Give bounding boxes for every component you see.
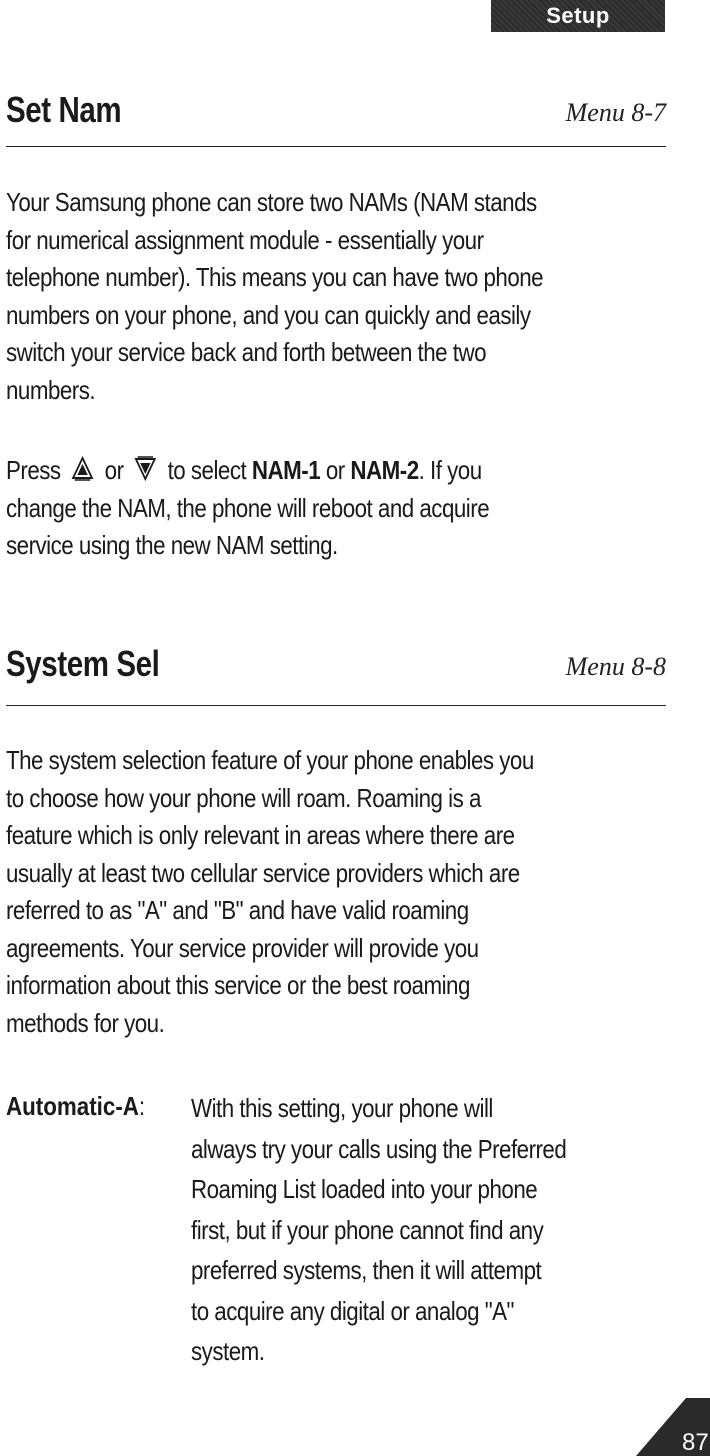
text-line: first, but if your phone cannot find any — [191, 1214, 544, 1245]
text-line: service using the new NAM setting. — [6, 530, 338, 560]
system-sel-divider — [6, 705, 666, 706]
text-line: agreements. Your service provider will provide you — [6, 932, 479, 963]
up-arrow-key-icon — [71, 456, 93, 482]
set-nam-intro — [6, 184, 599, 409]
automatic-a-term — [6, 1088, 145, 1126]
text-line: With this setting, your phone will — [191, 1093, 493, 1123]
text-line: to choose how your phone will roam. Roaming is a — [6, 782, 481, 813]
system-sel-intro — [6, 742, 599, 1042]
text-line: Your Samsung phone can store two NAMs (NAM stands — [6, 187, 537, 217]
or-word: or — [325, 455, 345, 485]
text-line: for numerical assignment module - essentially your — [6, 224, 484, 255]
text-line: change the NAM, the phone will reboot and acquire — [6, 492, 490, 523]
text-line: usually at least two cellular service providers which are — [6, 857, 520, 888]
nam2-label: NAM-2 — [350, 455, 419, 485]
system-sel-title: System Sel — [6, 643, 160, 684]
text-line: telephone number). This means you can have two phone — [6, 262, 544, 292]
press-line — [6, 452, 599, 490]
text-line: preferred systems, then it will attempt — [191, 1255, 542, 1285]
system-sel-menu-ref: Menu 8-8 — [565, 652, 666, 681]
term-colon: : — [138, 1091, 146, 1121]
text-line: methods for you. — [6, 1007, 165, 1038]
text-line: information about this service or the best roaming — [6, 970, 470, 1000]
text-line: switch your service back and forth between the two — [6, 337, 487, 367]
text-line: numbers on your phone, and you can quickly and easily — [6, 299, 531, 330]
or-word: or — [104, 455, 124, 485]
text-line: numbers. — [6, 374, 96, 405]
nam1-label: NAM-1 — [251, 455, 321, 485]
down-arrow-key-icon — [134, 456, 156, 482]
press-word: Press — [6, 455, 61, 485]
set-nam-title: Set Nam — [6, 89, 122, 130]
page-number-triangle — [636, 1396, 710, 1456]
text-line: to acquire any digital or analog "A" — [191, 1295, 514, 1326]
set-nam-divider — [6, 146, 666, 147]
text-line: referred to as "A" and "B" and have valid roaming — [6, 895, 469, 925]
text-line: The system selection feature of your phone enables you — [6, 745, 534, 775]
select-text: to select — [167, 455, 247, 485]
automatic-a-description — [191, 1088, 673, 1372]
text-line: system. — [191, 1336, 265, 1366]
set-nam-menu-ref: Menu 8-7 — [565, 98, 666, 127]
term-label: Automatic-A — [6, 1091, 139, 1121]
text-line: feature which is only relevant in areas where there are — [6, 820, 515, 850]
section-tab: Setup — [491, 0, 665, 32]
system-sel-heading-row — [6, 643, 666, 684]
page-number: 87 — [682, 1429, 709, 1456]
text-line: Roaming List loaded into your phone — [191, 1174, 538, 1204]
set-nam-instructions — [6, 452, 599, 565]
press-tail: . If you — [418, 455, 482, 485]
set-nam-heading-row — [6, 89, 666, 130]
text-line: always try your calls using the Preferred — [191, 1133, 567, 1164]
